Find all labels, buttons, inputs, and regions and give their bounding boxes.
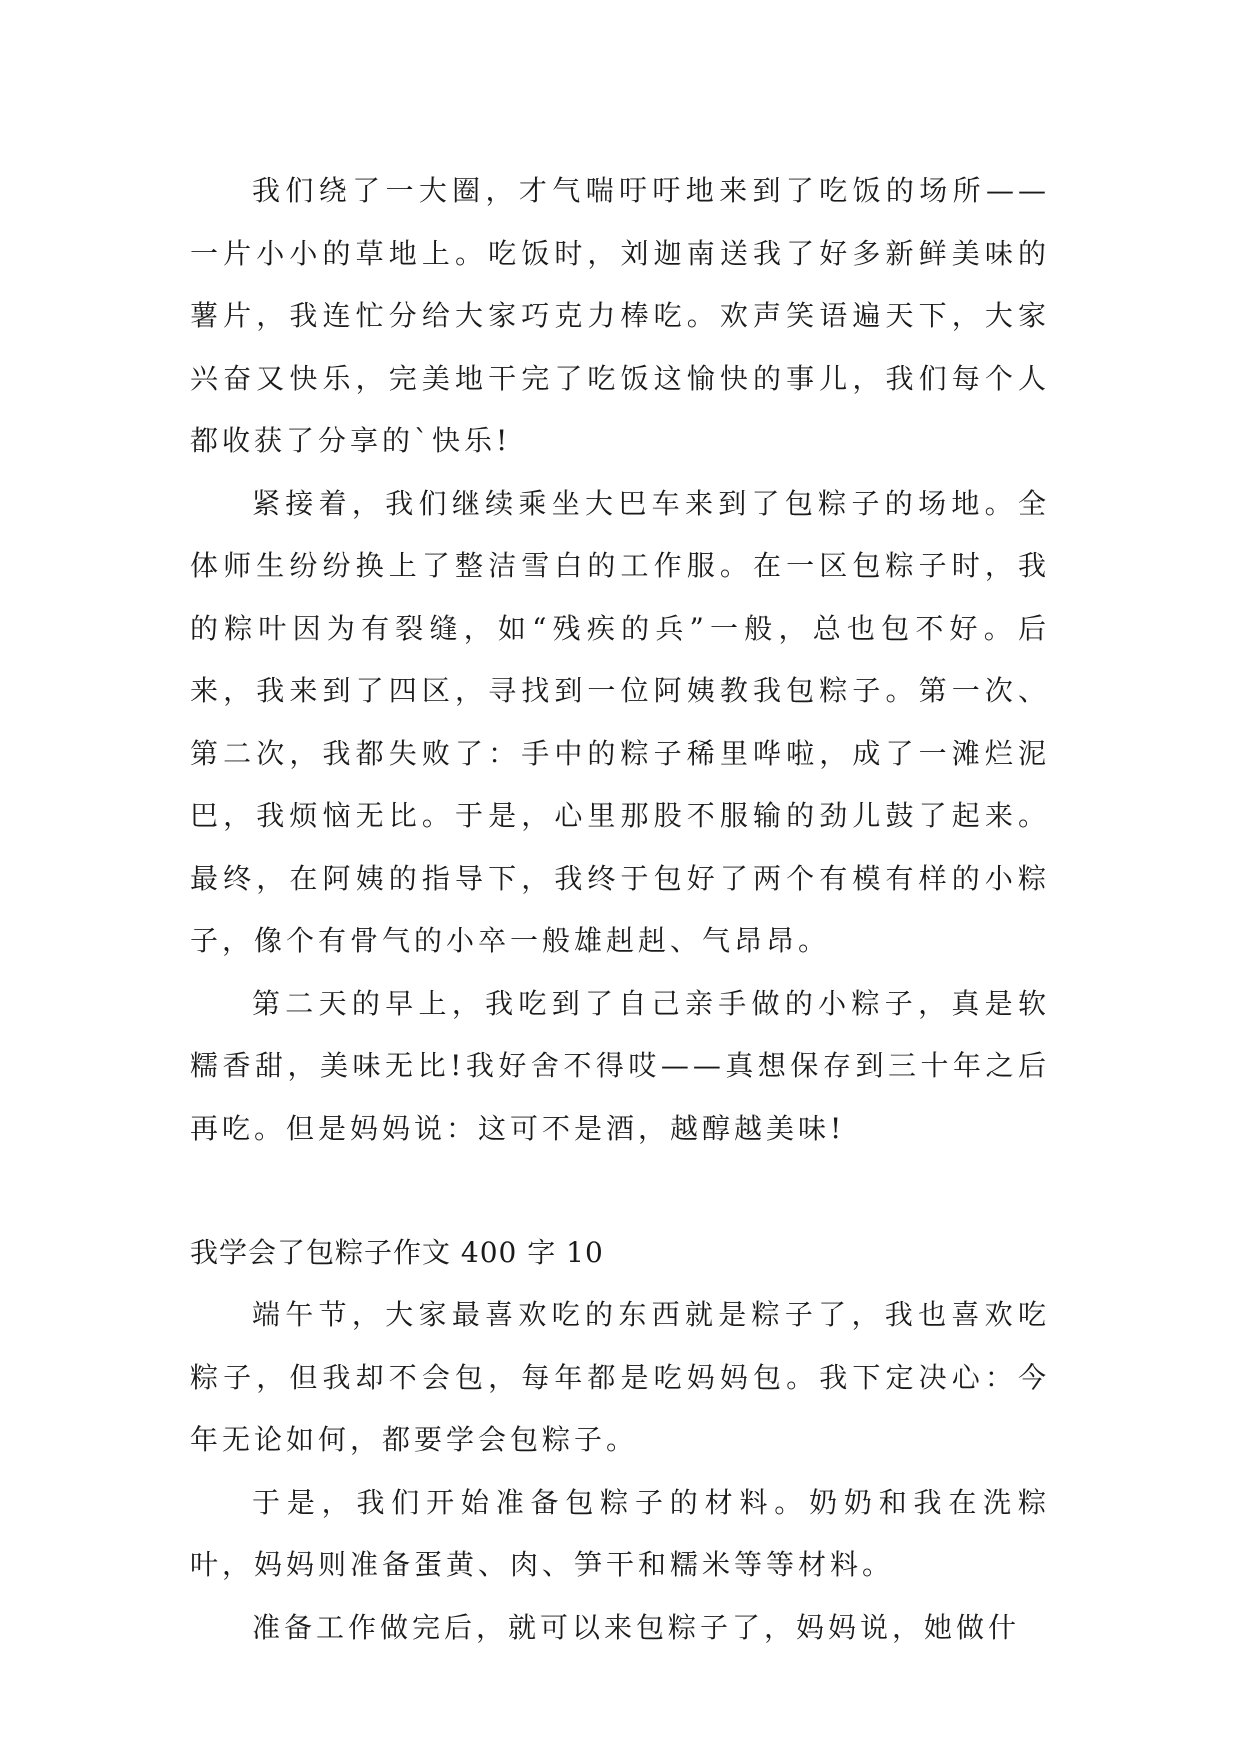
- section-title: 我学会了包粽子作文 400 字 10: [190, 1236, 604, 1269]
- paragraph-start-wrapping: 准备工作做完后，就可以来包粽子了，妈妈说，她做什: [252, 1610, 1021, 1644]
- paragraph-lunch: 我们绕了一大圈，才气喘吁吁地来到了吃饭的场所——一片小小的草地上。吃饭时，刘迦南送我了好多新鲜美味的薯片，我连忙分给大家巧克力棒吃。欢声笑语遍天下，大家兴奋又快乐，完美地干完了吃饭这愉快的事儿，我们每个人都收获了分享的`快乐!: [190, 174, 1050, 457]
- document-body: [190, 160, 1050, 1659]
- paragraph-making-zongzi: 紧接着，我们继续乘坐大巴车来到了包粽子的场地。全体师生纷纷换上了整洁雪白的工作服。在一区包粽子时，我的粽叶因为有裂缝，如“残疾的兵”一般，总也包不好。后来，我来到了四区，寻找到一位阿姨教我包粽子。第一次、第二次，我都失败了：手中的粽子稀里哗啦，成了一滩烂泥巴，我烦恼无比。于是，心里那股不服输的劲儿鼓了起来。最终，在阿姨的指导下，我终于包好了两个有模有样的小粽子，像个有骨气的小卒一般雄赳赳、气昂昂。: [190, 486, 1050, 957]
- paragraph-next-morning: 第二天的早上，我吃到了自己亲手做的小粽子，真是软糯香甜，美味无比!我好舍不得哎——真想保存到三十年之后再吃。但是妈妈说：这可不是酒，越醇越美味!: [190, 986, 1050, 1145]
- paragraph-dragon-boat: 端午节，大家最喜欢吃的东西就是粽子了，我也喜欢吃粽子，但我却不会包，每年都是吃妈妈包。我下定决心：今年无论如何，都要学会包粽子。: [190, 1298, 1050, 1456]
- paragraph-materials: 于是，我们开始准备包粽子的材料。奶奶和我在洗粽叶，妈妈则准备蛋黄、肉、笋干和糯米等等材料。: [190, 1485, 1050, 1581]
